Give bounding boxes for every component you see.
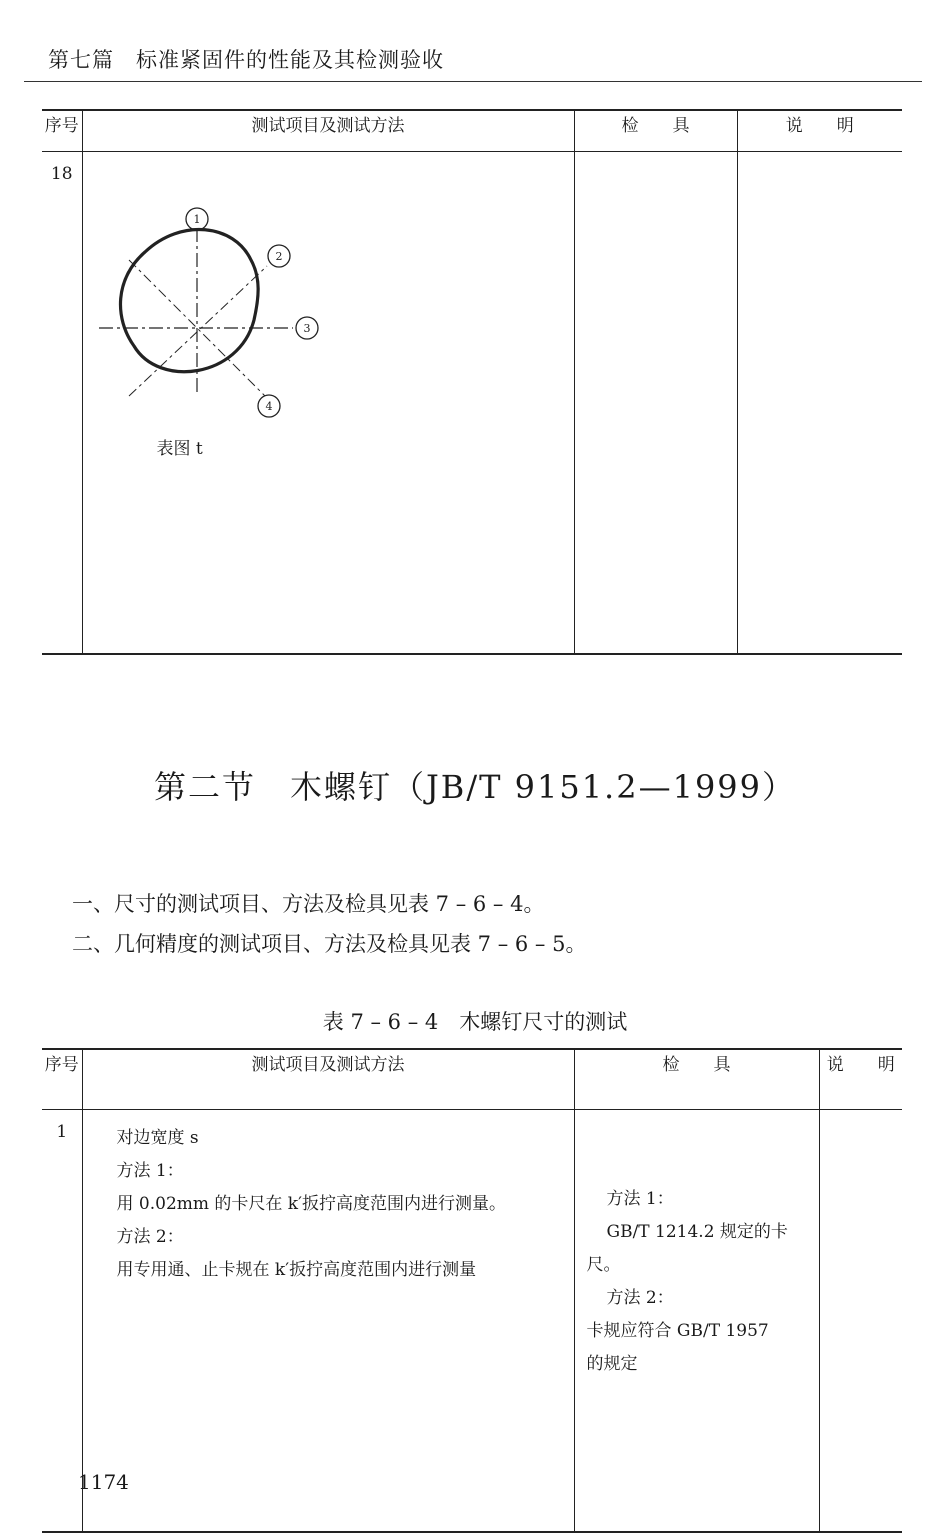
table-title: 表 7 – 6 – 4 木螺钉尺寸的测试 [322, 1010, 628, 1034]
label-1: 1 [193, 213, 200, 226]
col-tool-header: 检 具 [574, 1049, 819, 1110]
method-line: 用 0.02mm 的卡尺在 k′扳拧高度范围内进行测量。 [116, 1194, 506, 1214]
page-number: 1174 [78, 1470, 129, 1494]
col-no-header: 序号 [42, 110, 82, 152]
tool-cell [574, 1110, 819, 1533]
paragraph-1: 一、尺寸的测试项目、方法及检具见表 7 – 6 – 4。 [72, 892, 545, 916]
table-header-row [42, 1049, 902, 1110]
table-7-6-4 [42, 1048, 902, 1533]
circle-measurement-diagram [99, 178, 339, 428]
label-4: 4 [265, 400, 272, 413]
label-3: 3 [303, 322, 310, 335]
note-cell [819, 1110, 902, 1533]
tool-line: 尺。 [586, 1255, 621, 1275]
col-method-header: 测试项目及测试方法 [82, 1049, 574, 1110]
tool-line: GB/T 1214.2 规定的卡 [606, 1222, 788, 1242]
col-tool-header: 检 具 [574, 110, 737, 152]
tool-line: 方法 1： [606, 1189, 674, 1209]
tool-line: 卡规应符合 GB/T 1957 [586, 1321, 769, 1341]
figure-cell [82, 152, 574, 655]
running-header: 第七篇 标准紧固件的性能及其检测验收 [48, 48, 444, 72]
tool-line: 方法 2： [606, 1288, 674, 1308]
method-line: 方法 1： [116, 1161, 184, 1181]
header-rule [24, 81, 922, 82]
col-no-header: 序号 [42, 1049, 82, 1110]
figure-caption: 表图 t [156, 439, 203, 459]
method-line: 用专用通、止卡规在 k′扳拧高度范围内进行测量 [116, 1260, 477, 1280]
row-number: 1 [56, 1122, 68, 1142]
tool-cell [574, 152, 737, 655]
method-line: 方法 2： [116, 1227, 184, 1247]
section-title: 第二节 木螺钉（JB/T 9151.2—1999） [153, 768, 797, 806]
col-method-header: 测试项目及测试方法 [82, 110, 574, 152]
row-number: 18 [50, 164, 73, 184]
table-row [42, 152, 902, 655]
tool-line: 的规定 [586, 1354, 638, 1374]
col-note-header: 说 明 [819, 1049, 902, 1110]
table-18-header-row [42, 110, 902, 152]
note-cell [737, 152, 902, 655]
label-2: 2 [275, 250, 282, 263]
table-18 [42, 109, 902, 655]
table-row [42, 1110, 902, 1533]
col-note-header: 说 明 [737, 110, 902, 152]
paragraph-2: 二、几何精度的测试项目、方法及检具见表 7 – 6 – 5。 [72, 932, 587, 956]
method-cell [82, 1110, 574, 1533]
method-line: 对边宽度 s [116, 1128, 199, 1148]
